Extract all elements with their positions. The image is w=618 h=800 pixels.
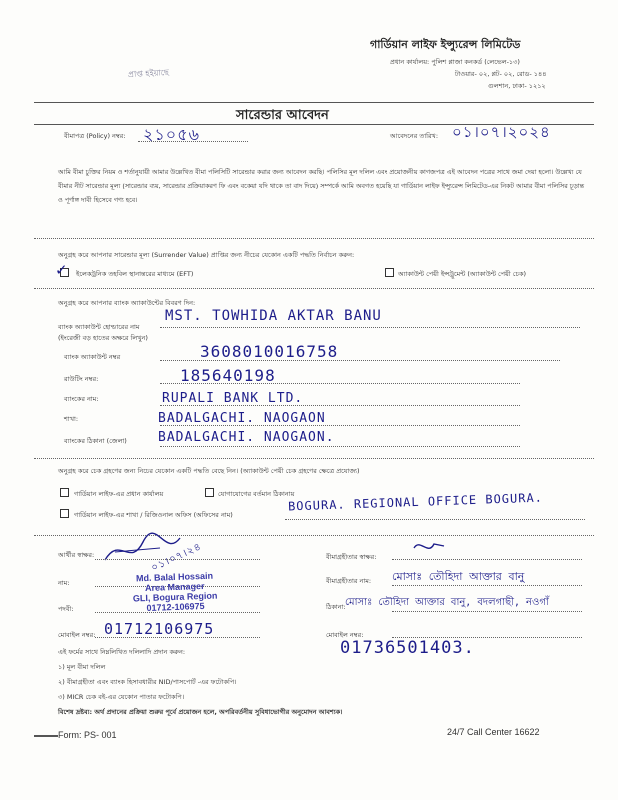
holder-label: ব্যাংক অ্যাকাউন্ট হোল্ডারের নাম — [58, 323, 140, 331]
routing-value: 185640198 — [180, 366, 276, 385]
document-2: ২) বীমাগ্রহীতা এবং ব্যাংক হিসাবধারীর NID/পাসপোর্ট -এর ফটোকপি। — [58, 678, 237, 686]
document-1: ১) মূল বীমা দলিল — [58, 663, 106, 671]
regional-office-checkbox[interactable] — [60, 509, 69, 518]
document-3: ৩) MICR চেক বই-এর যেকোন পাতার ফটোকপি। — [58, 693, 185, 701]
insured-address-label: ঠিকানা: — [326, 603, 346, 611]
documents-title: এই ফর্মের সাথে নিম্নলিখিত দলিলাদি প্রদান করুন: — [58, 648, 186, 656]
insured-mobile-value: 01736501403. — [340, 638, 475, 658]
form-title: সারেন্ডার আবেদন — [236, 108, 329, 123]
branch-label: শাখা: — [64, 415, 79, 423]
received-stamp: প্রাপ্ত হইয়াছে — [127, 67, 170, 80]
holder-sublabel: (ইংরেজী বড় হাতের অক্ষরে লিখুন) — [58, 334, 148, 342]
office-value: BOGURA. REGIONAL OFFICE BOGURA. — [287, 490, 544, 514]
bank-value: RUPALI BANK LTD. — [162, 391, 304, 406]
address-line-3: গুলশান, ঢাকা- ১২১২ — [488, 82, 546, 90]
agent-name-label: নাম: — [58, 579, 70, 587]
special-note: বিশেষ দ্রষ্টব্য: অর্থ প্রদানের প্রক্রিয়া শুরুর পূর্বে প্রয়োজন হলে, অপরিবর্তনীয় সুবিধাভোগীর অনুমোদন আবশ্যক। — [58, 708, 343, 716]
policy-value: ২১০৫৬ — [143, 125, 200, 144]
stamp-name: Md. Balal Hossain — [135, 570, 214, 584]
head-office-checkbox[interactable] — [60, 488, 69, 497]
bank-address-value: BADALGACHI. NAOGAON. — [158, 430, 335, 445]
date-label: আবেদনের তারিখ: — [390, 132, 439, 140]
holder-value: MST. TOWHIDA AKTAR BANU — [165, 308, 382, 324]
bank-label: ব্যাংকের নাম: — [64, 395, 99, 403]
current-address-checkbox[interactable] — [205, 488, 214, 497]
company-name: গার্ডিয়ান লাইফ ইন্স্যুরেন্স লিমিটেড — [370, 38, 521, 51]
agent-signature-date: ০১।০৭।২৪ — [149, 541, 204, 575]
insured-signature — [410, 536, 450, 558]
delivery-prompt: অনুগ্রহ করে চেক গ্রহণের জন্য নিচের যেকোন একটি পদ্ধতি বেছে নিন। (অ্যাকাউন্ট পেয়ী চেক গ্রহণের ক্ষেত্রে প্রযোজ্য) — [58, 467, 360, 475]
insured-name-label: বীমাগ্রহীতার নাম: — [326, 577, 372, 585]
form-number: Form: PS- 001 — [58, 730, 117, 740]
agent-mobile-value: 01712106975 — [104, 620, 215, 638]
agent-mobile-label: মোবাইল নম্বর: — [58, 631, 96, 639]
stamp-title: Area Manager — [144, 580, 205, 594]
stamp-org: GLI, Bogura Region — [132, 590, 218, 604]
bank-prompt: অনুগ্রহ করে আপনার ব্যাংক অ্যাকাউন্টের বিবরণ দিন: — [58, 299, 196, 307]
regional-office-label: গার্ডিয়ান লাইফ-এর শাখা / রিজিওনাল অফিস (অফিসের নাম) — [74, 511, 233, 519]
stamp-phone: 01712-106975 — [146, 600, 205, 614]
insured-address-value: মোসাঃ তৌহিদা আক্তার বানু, বদলগাছী, নওগাঁ — [345, 597, 549, 608]
eft-label: ইলেকট্রনিক তহবিল স্থানান্তরের মাধ্যমে (EFT) — [76, 270, 194, 278]
policy-label: বীমাপত্র (Policy) নম্বর: — [64, 132, 126, 140]
bank-address-label: ব্যাংকের ঠিকানা (জেলা) — [64, 437, 127, 445]
insured-name-value: মোসাঃ তৌহিদা আক্তার বানু — [392, 570, 525, 583]
address-line-1: প্রধান কার্যালয়: পুলিশ প্লাজা কনকর্ড (লেভেল-১৩) — [390, 58, 520, 66]
officer-stamp — [114, 570, 235, 614]
payment-prompt: অনুগ্রহ করে আপনার সারেন্ডার মূল্য (Surrender Value) প্রাপ্তির জন্য নীচের যেকোন একটি পদ্ধতি নির্বাচন করুন: — [58, 251, 355, 259]
intro-paragraph: আমি বীমা চুক্তির নিয়ম ও শর্তানুযায়ী আমার উল্লেখিত বীমা পলিসিটি সারেন্ডার করার জন্য আবেদন করছি। পলিসির মূল দলিল এবং প্রয়োজনীয় কাগজপত্র এই আবেদন পত্রের সাথে জমা দেয়া হলো। উল্লেখ্য যে বীমার নীট সারেন্ডার মূল্য (সারেন্ডার ব্যয়, সারেন্ডার প্রক্রিয়াকরণ ফি এবং বকেয়া যদি থাকে তা বাদ দিয়ে) সম্পর্কে আমি অবগত হয়েছি যা গার্ডিয়ান লাইফ ইন্স্যুরেন্স লিমিটেড-এর নিকট আমার বীমা পলিসির চূড়ান্ত ও পূর্ণাঙ্গ দাবী হিসেবে গণ্য হবে। — [58, 168, 585, 204]
account-payee-checkbox[interactable] — [385, 268, 394, 277]
check-mark-icon: ✓ — [55, 261, 68, 279]
account-payee-label: অ্যাকাউন্ট পেয়ী ইন্সট্রুমেন্ট (অ্যাকাউন্ট পেয়ী চেক) — [398, 270, 527, 278]
agent-signature-label: আর্থীর স্বাক্ষর: — [58, 551, 95, 559]
call-center: 24/7 Call Center 16622 — [447, 727, 540, 737]
date-value: ০১।০৭।২০২৪ — [452, 123, 551, 141]
address-line-2: টাওয়ার- ০২, প্লট- ০২, রোড- ১৪৪ — [455, 70, 547, 78]
routing-label: রাউটিং নম্বর: — [64, 375, 99, 383]
head-office-label: গার্ডিয়ান লাইফ-এর প্রধান কার্যালয় — [74, 490, 164, 498]
account-label: ব্যাংক অ্যাকাউন্ট নম্বর — [64, 353, 121, 361]
insured-signature-label: বীমাগ্রহীতার স্বাক্ষর: — [326, 553, 377, 561]
current-address-label: যোগাযোগের বর্তমান ঠিকানায় — [218, 490, 295, 498]
branch-value: BADALGACHI. NAOGAON — [158, 411, 326, 426]
insured-mobile-label: মোবাইল নম্বর: — [326, 631, 364, 639]
agent-designation-label: পদবী: — [58, 605, 74, 613]
account-value: 3608010016758 — [200, 342, 339, 361]
